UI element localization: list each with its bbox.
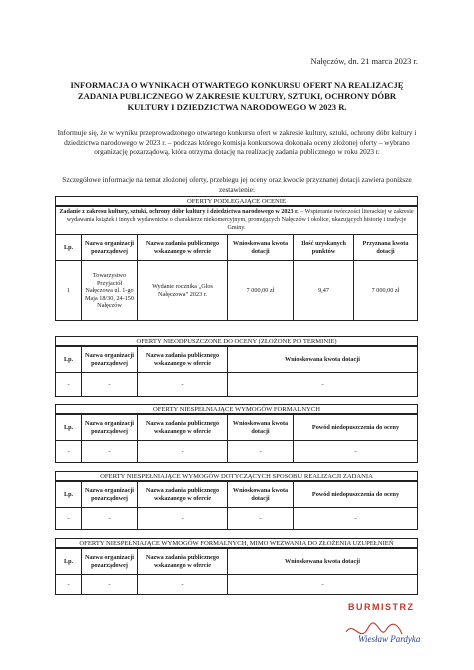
cell: - [138, 508, 228, 530]
col-header-requested: Wnioskowana kwota dotacji [228, 235, 294, 261]
cell: - [56, 373, 82, 397]
row-task: Wydanie rocznika „Głos Nałęczowa” 2023 r. [138, 261, 228, 321]
mayor-stamp: BURMISTRZ [348, 602, 415, 612]
table-row [56, 373, 418, 397]
col-header-org: Nazwa organizacji pozarządowej [82, 235, 138, 261]
cell: - [82, 508, 138, 530]
col-header-points: Ilość uzyskanych punktów [294, 235, 354, 261]
cell: - [82, 575, 138, 595]
formal-offers-section [55, 404, 418, 463]
cell: - [228, 441, 294, 463]
cell: - [228, 373, 418, 397]
col-header-requested: Wnioskowana kwota dotacji [228, 415, 294, 441]
row-granted: 7 000,00 zł [354, 261, 418, 321]
intro-paragraph: Informuje się, że w wyniku przeprowadzonego otwartego konkursu ofert w zakresie kultury, sztuki, ochrony dóbr kultury i dziedzictwa narodowego w 2023 r. – podczas którego komisja konkursowa dokonała oceny złożonej oferty – wybrano organizację pozarządową, która otrzyma dotację na realizację zadania publicznego w roku 2023 r. [57, 128, 417, 157]
col-header-requested: Wnioskowana kwota dotacji [228, 549, 418, 575]
task-description [56, 207, 418, 235]
cell: - [138, 373, 228, 397]
cell: - [138, 575, 228, 595]
cell: - [82, 373, 138, 397]
cell: - [56, 508, 82, 530]
table-row [56, 441, 418, 463]
row-org: Towarzystwo Przyjaciół Nałęczowa ul. 1-go Maja 18/30, 24-150 Nałęczów [82, 261, 138, 321]
col-header-task: Nazwa zadania publicznego wskazanego w ofercie [138, 235, 228, 261]
col-header-task: Nazwa zadania publicznego wskazanego w ofercie [138, 415, 228, 441]
row-points: 9,47 [294, 261, 354, 321]
cell: - [138, 441, 228, 463]
col-header-org: Nazwa organizacji pozarządowej [82, 347, 138, 373]
cell: - [82, 441, 138, 463]
task-title: Zadanie z zakresu kultury, sztuki, ochrony dóbr kultury i dziedzictwa narodowego w 2023 r. [59, 209, 299, 215]
supplement-offers-table [55, 548, 418, 595]
handwritten-signature [340, 614, 440, 650]
col-header-task: Nazwa zadania publicznego wskazanego w ofercie [138, 347, 228, 373]
task-detail: – Wspieranie twórczości literackiej w zakresie wydawania książek i innych wydawnictw o charakterze niekomercyjnym, promujących Nałęczów i okolice, ukazujących historię i tradycje Gminy. [66, 209, 414, 231]
row-lp: 1 [56, 261, 82, 321]
section-heading: OFERTY NIESPEŁNIAJĄCE WYMOGÓW FORMALNYCH [55, 404, 418, 414]
cell: - [294, 508, 418, 530]
cell: - [56, 441, 82, 463]
approved-offers-section [55, 196, 418, 321]
table-row [56, 575, 418, 595]
col-header-lp: Lp. [56, 235, 82, 261]
section-heading: OFERTY NIESPEŁNIAJĄCE WYMOGÓW DOTYCZĄCYCH SPOSOBU REALIZACJI ZADANIA [55, 471, 418, 481]
col-header-lp: Lp. [56, 482, 82, 508]
document-title: INFORMACJA O WYNIKACH OTWARTEGO KONKURSU OFERT NA REALIZACJĘ ZADANIA PUBLICZNEGO W ZAKRESIE KULTURY, SZTUKI, OCHRONY DÓBR KULTURY I DZIEDZICTWA NARODOWEGO W 2023 R. [70, 80, 404, 112]
col-header-task: Nazwa zadania publicznego wskazanego w ofercie [138, 549, 228, 575]
section-heading: OFERTY NIESPEŁNIAJĄCE WYMOGÓW FORMALNYCH, MIMO WEZWANIA DO ZŁOŻENIA UZUPEŁNIEŃ [55, 538, 418, 548]
col-header-requested: Wnioskowana kwota dotacji [228, 482, 294, 508]
section-heading: OFERTY PODLEGAJĄCE OCENIE [55, 196, 418, 206]
table-row [56, 261, 418, 321]
section-heading: OFERTY NIEODPUSZCZONE DO OCENY (ZŁOŻONE PO TERMINIE) [55, 336, 418, 346]
cell: - [294, 441, 418, 463]
formal-offers-table [55, 414, 418, 463]
cell: - [56, 575, 82, 595]
method-offers-section [55, 471, 418, 530]
row-requested: 7 000,00 zł [228, 261, 294, 321]
document-date: Nałęczów, dn. 21 marca 2023 r. [310, 56, 418, 66]
col-header-lp: Lp. [56, 415, 82, 441]
col-header-org: Nazwa organizacji pozarządowej [82, 482, 138, 508]
col-header-granted: Przyznana kwota dotacji [354, 235, 418, 261]
col-header-reason: Powód niedopuszczenia do oceny [294, 482, 418, 508]
details-paragraph: Szczegółowe informacje na temat złożonej oferty, przebiegu jej oceny oraz kwocie przyznanej dotacji zawiera poniższe zestawienie: [62, 175, 412, 194]
col-header-org: Nazwa organizacji pozarządowej [82, 549, 138, 575]
table-row [56, 508, 418, 530]
signatory-name: Wiesław Pardyka [358, 634, 421, 644]
method-offers-table [55, 481, 418, 530]
supplement-offers-section [55, 538, 418, 595]
late-offers-table [55, 346, 418, 397]
col-header-lp: Lp. [56, 347, 82, 373]
approved-offers-table [55, 206, 418, 321]
signature-block [340, 600, 440, 650]
col-header-reason: Powód niedopuszczenia do oceny [294, 415, 418, 441]
late-offers-section [55, 336, 418, 397]
col-header-org: Nazwa organizacji pozarządowej [82, 415, 138, 441]
cell: - [228, 508, 294, 530]
col-header-requested: Wnioskowana kwota dotacji [228, 347, 418, 373]
col-header-task: Nazwa zadania publicznego wskazanego w ofercie [138, 482, 228, 508]
cell: - [228, 575, 418, 595]
col-header-lp: Lp. [56, 549, 82, 575]
